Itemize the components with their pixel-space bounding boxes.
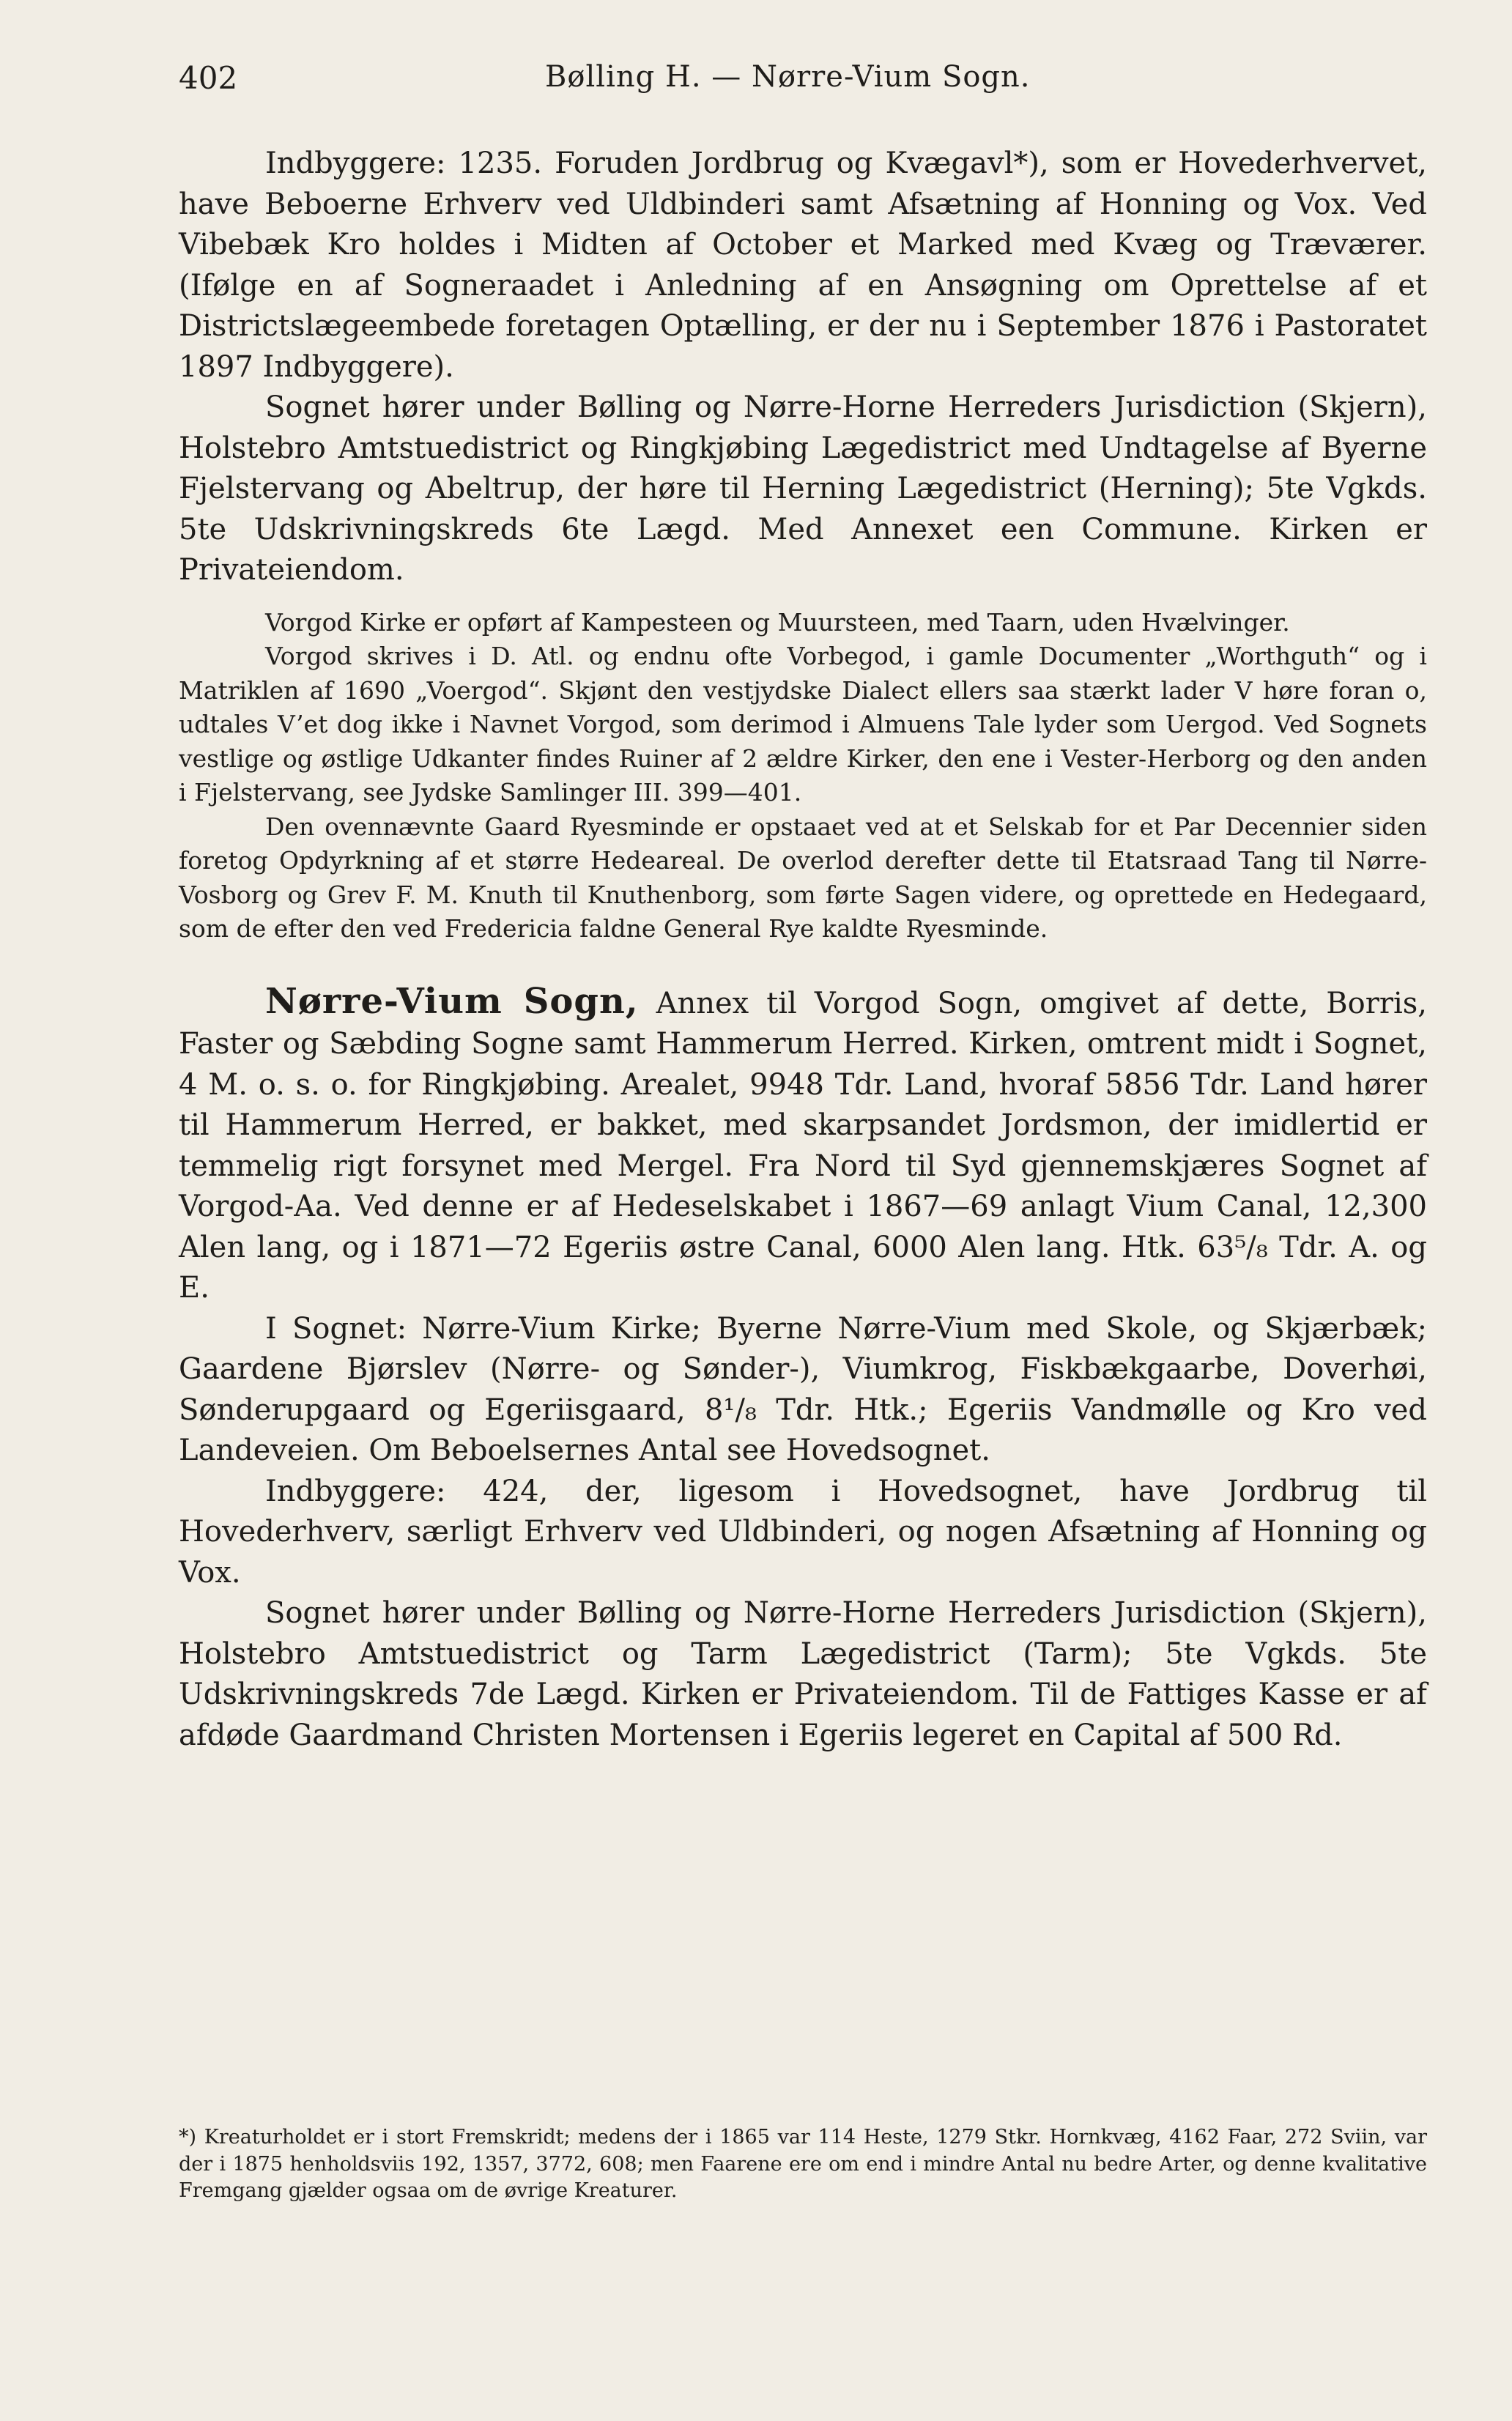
paragraph-jurisdiction-annex: Sognet hører under Bølling og Nørre-Horne Herreders Jurisdiction (Skjern), Holstebro Amtstuedistrict og Tarm Lægedistrict (Tarm); 5te Vgkds. 5te Udskrivningskreds 7de Lægd. Kirken er Privateiendom. Til de Fattiges Kasse er af afdøde Gaardmand Christen Mortensen i Egeriis legeret en Capital af 500 Rd. [179,1596,1427,1752]
section-text: Annex til Vorgod Sogn, omgivet af dette, Borris, Faster og Sæbding Sogne samt Hammerum Herred. Kirken, omtrent midt i Sognet, 4 M. o. s. o. for Ringkjøbing. Arealet, 9948 Tdr. Land, hvoraf 5856 Tdr. Land hører til Hammerum Herred, er bakket, med skarpsandet Jordsmon, der imidlertid er temmelig rigt forsynet med Mergel. Fra Nord til Syd gjennemskjæres Sognet af Vorgod-Aa. Ved denne er af Hedeselskabet i 1867—69 anlagt Vium Canal, 12,300 Alen lang, og i 1871—72 Egeriis østre Canal, 6000 Alen lang. Htk. 63⁵/₈ Tdr. A. og E. [179,986,1427,1305]
paragraph-inhabitants: Indbyggere: 1235. Foruden Jordbrug og Kvægavl*), som er Hovederhvervet, have Beboerne Erhverv ved Uldbinderi samt Afsætning af Honning og Vox. Ved Vibebæk Kro holdes i Midten af October et Marked med Kvæg og Træværer. (Ifølge en af Sogneraadet i Anledning af en Ansøgning om Oprettelse af et Districtslægeembede foretagen Optælling, er der nu i September 1876 i Pastoratet 1897 Indbyggere). [179,147,1427,384]
paragraph-jurisdiction: Sognet hører under Bølling og Nørre-Horne Herreders Jurisdiction (Skjern), Holstebro Amtstuedistrict og Ringkjøbing Lægedistrict med Undtagelse af Byerne Fjelstervang og Abeltrup, der høre til Herning Lægedistrict (Herning); 5te Vgkds. 5te Udskrivningskreds 6te Lægd. Med Annexet een Commune. Kirken er Privateiendom. [179,390,1427,587]
footnote: *) Kreaturholdet er i stort Fremskridt; medens der i 1865 var 114 Heste, 1279 Stkr. Hornkvæg, 4162 Faar, 272 Sviin, var der i 1875 henholdsviis 192, 1357, 3772, 608; men Faarene ere om end i mindre Antal nu bedre Arter, og denne kvalitative Fremgang gjælder ogsaa om de øvrige Kreaturer. [179,2126,1427,2202]
paragraph-places: I Sognet: Nørre-Vium Kirke; Byerne Nørre-Vium med Skole, og Skjærbæk; Gaardene Bjørslev (Nørre- og Sønder-), Viumkrog, Fiskbækgaarbe, Doverhøi, Sønderupgaard og Egeriisgaard, 8¹/₈ Tdr. Htk.; Egeriis Vandmølle og Kro ved Landeveien. Om Beboelsernes Antal see Hovedsognet. [179,1311,1427,1467]
spacer [179,946,1427,982]
page-number: 402 [179,60,238,96]
section-intro [179,982,1427,1309]
running-title: Bølling H. — Nørre-Vium Sogn. [545,60,1031,94]
section-heading: Nørre-Vium Sogn, [265,980,639,1022]
spacer [179,591,1427,606]
note-ryesminde: Den ovennævnte Gaard Ryesminde er opstaaet ved at et Selskab for et Par Decennier siden foretog Opdyrkning af et større Hedeareal. De overlod derefter dette til Etatsraad Tang til Nørre-Vosborg og Grev F. M. Knuth til Knuthenborg, som førte Sagen videre, og oprettede en Hedegaard, som de efter den ved Fredericia faldne General Rye kaldte Ryesminde. [179,812,1427,943]
main-text [179,144,1427,1756]
page-header [179,60,1424,104]
note-name: Vorgod skrives i D. Atl. og endnu ofte Vorbegod, i gamle Documenter „Worthguth“ og i Matriklen af 1690 „Voergod“. Skjønt den vestjydske Dialect ellers saa stærkt lader V høre foran o, udtales V’et dog ikke i Navnet Vorgod, som derimod i Almuens Tale lyder som Uergod. Ved Sognets vestlige og østlige Udkanter findes Ruiner af 2 ældre Kirker, den ene i Vester-Herborg og den anden i Fjelstervang, see Jydske Samlinger III. 399—401. [179,642,1427,807]
paragraph-inhabitants-annex: Indbyggere: 424, der, ligesom i Hovedsognet, have Jordbrug til Hovederhverv, særligt Erhverv ved Uldbinderi, og nogen Afsætning af Honning og Vox. [179,1474,1427,1590]
note-church: Vorgod Kirke er opført af Kampesteen og Muursteen, med Taarn, uden Hvælvinger. [265,607,1290,637]
